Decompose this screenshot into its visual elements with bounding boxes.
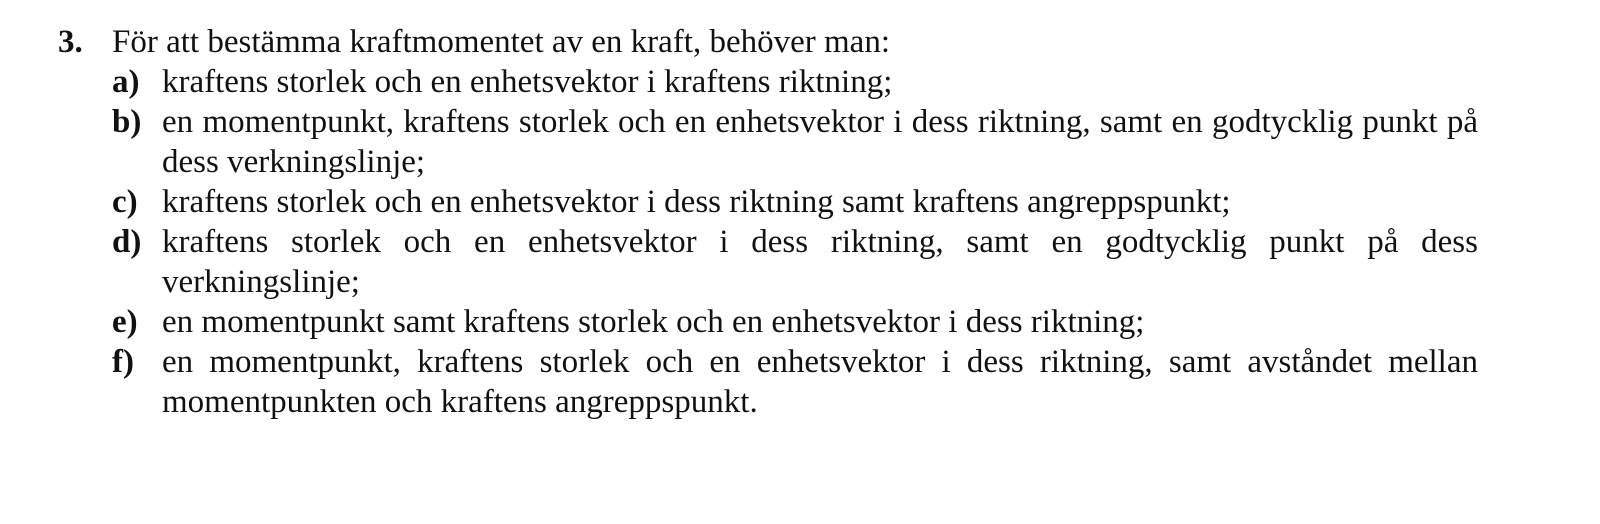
- option-e: [112, 302, 1478, 342]
- option-text: kraftens storlek och en enhetsvektor i dess riktning samt kraftens angreppspunkt;: [162, 184, 1231, 220]
- option-text: kraftens storlek och en enhetsvektor i dess riktning, samt en godtycklig punkt på dess verkningslinje;: [162, 224, 1478, 300]
- option-b: [112, 102, 1478, 182]
- question-block: [58, 22, 1478, 422]
- option-text: en momentpunkt samt kraftens storlek och en enhetsvektor i dess riktning;: [162, 304, 1145, 340]
- option-text: kraftens storlek och en enhetsvektor i kraftens riktning;: [162, 64, 893, 100]
- option-c: [112, 182, 1478, 222]
- option-f: [112, 342, 1478, 422]
- question-header: [58, 22, 1478, 62]
- question-number: 3.: [58, 24, 83, 60]
- option-text: en momentpunkt, kraftens storlek och en enhetsvektor i dess riktning, samt en godtycklig punkt på dess verkningslinje;: [162, 104, 1478, 180]
- option-label: a): [112, 64, 140, 100]
- answer-options: [112, 62, 1478, 422]
- option-label: d): [112, 224, 142, 260]
- option-d: [112, 222, 1478, 302]
- option-label: b): [112, 104, 142, 140]
- option-label: c): [112, 184, 138, 220]
- question-text: För att bestämma kraftmomentet av en kraft, behöver man:: [112, 24, 890, 60]
- option-text: en momentpunkt, kraftens storlek och en enhetsvektor i dess riktning, samt avståndet mellan momentpunkten och kraftens angreppspunkt.: [162, 344, 1478, 420]
- option-a: [112, 62, 1478, 102]
- option-label: e): [112, 304, 138, 340]
- option-label: f): [112, 344, 134, 380]
